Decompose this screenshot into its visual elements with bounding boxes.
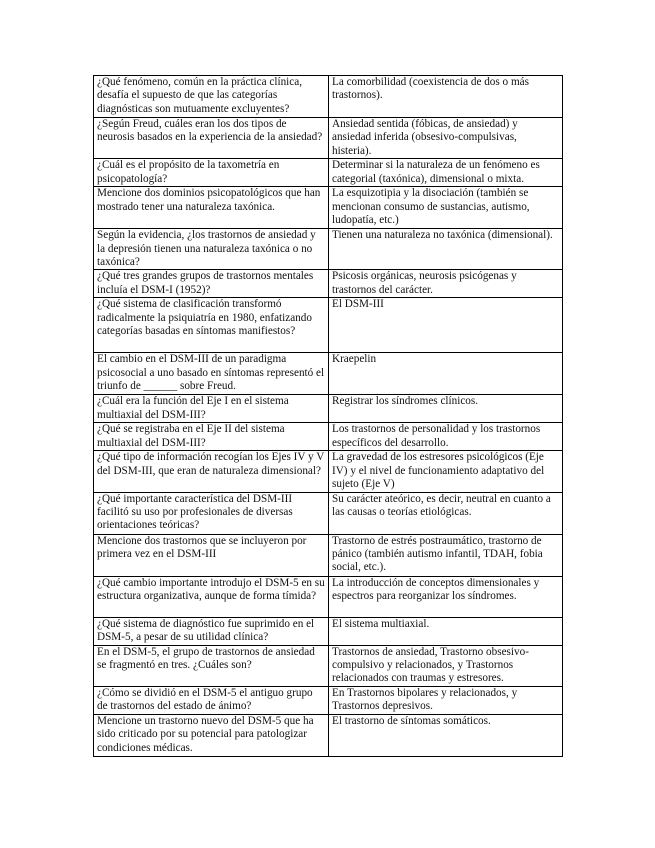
answer-cell: Los trastornos de personalidad y los trastornos específicos del desarrollo. (329, 423, 563, 451)
table-row (94, 187, 563, 229)
question-cell: Mencione dos dominios psicopatológicos que han mostrado tener una naturaleza taxónica. (94, 187, 329, 229)
question-cell: Según la evidencia, ¿los trastornos de ansiedad y la depresión tienen una naturaleza taxónica o no taxónica? (94, 229, 329, 270)
table-row (94, 534, 563, 576)
answer-cell: Registrar los síndromes clínicos. (329, 395, 563, 423)
table-row (94, 159, 563, 187)
question-cell: ¿Qué cambio importante introdujo el DSM-5 en su estructura organizativa, aunque de forma tímida? (94, 576, 329, 617)
question-cell: ¿Según Freud, cuáles eran los dos tipos de neurosis basados en la experiencia de la ansiedad? (94, 118, 329, 159)
table-row (94, 714, 563, 756)
table-row (94, 423, 563, 451)
table-row (94, 617, 563, 645)
question-cell: ¿Cuál era la función del Eje I en el sistema multiaxial del DSM-III? (94, 395, 329, 423)
answer-cell: Ansiedad sentida (fóbicas, de ansiedad) y ansiedad inferida (obsesivo-compulsivas, histeria). (329, 118, 563, 159)
answer-cell: En Trastornos bipolares y relacionados, y Trastornos depresivos. (329, 686, 563, 714)
question-cell: ¿Qué tipo de información recogían los Ejes IV y V del DSM-III, que eran de naturaleza dimensional? (94, 451, 329, 492)
question-cell: ¿Cuál es el propósito de la taxometría en psicopatología? (94, 159, 329, 187)
answer-cell: El DSM-III (329, 298, 563, 353)
answer-cell: La esquizotipia y la disociación (también se mencionan consumo de sustancias, autismo, ludopatía, etc.) (329, 187, 563, 229)
table-row (94, 353, 563, 395)
table-row (94, 270, 563, 298)
answer-cell: La introducción de conceptos dimensionales y espectros para reorganizar los síndromes. (329, 576, 563, 617)
question-cell: ¿Qué se registraba en el Eje II del sistema multiaxial del DSM-III? (94, 423, 329, 451)
answer-cell: La comorbilidad (coexistencia de dos o más trastornos). (329, 76, 563, 118)
answer-cell: Kraepelin (329, 353, 563, 395)
question-cell: ¿Cómo se dividió en el DSM-5 el antiguo grupo de trastornos del estado de ánimo? (94, 686, 329, 714)
table-row (94, 686, 563, 714)
question-cell: ¿Qué fenómeno, común en la práctica clínica, desafía el supuesto de que las categorías diagnósticas son mutuamente excluyentes? (94, 76, 329, 118)
question-cell: En el DSM-5, el grupo de trastornos de ansiedad se fragmentó en tres. ¿Cuáles son? (94, 645, 329, 686)
answer-cell: Tienen una naturaleza no taxónica (dimensional). (329, 229, 563, 270)
question-cell: ¿Qué tres grandes grupos de trastornos mentales incluía el DSM-I (1952)? (94, 270, 329, 298)
answer-cell: Trastorno de estrés postraumático, trastorno de pánico (también autismo infantil, TDAH, fobia social, etc.). (329, 534, 563, 576)
answer-cell: Psicosis orgánicas, neurosis psicógenas y trastornos del carácter. (329, 270, 563, 298)
question-cell: El cambio en el DSM-III de un paradigma psicosocial a uno basado en síntomas representó el triunfo de ______ sobre Freud. (94, 353, 329, 395)
qa-table-body (94, 76, 563, 757)
table-row (94, 395, 563, 423)
qa-table (93, 75, 563, 757)
answer-cell: Trastornos de ansiedad, Trastorno obsesivo-compulsivo y relacionados, y Trastornos relacionados con traumas y estresores. (329, 645, 563, 686)
table-row (94, 298, 563, 353)
table-row (94, 76, 563, 118)
answer-cell: El trastorno de síntomas somáticos. (329, 714, 563, 756)
question-cell: ¿Qué importante característica del DSM-III facilitó su uso por profesionales de diversas orientaciones teóricas? (94, 492, 329, 534)
table-row (94, 229, 563, 270)
question-cell: Mencione dos trastornos que se incluyeron por primera vez en el DSM-III (94, 534, 329, 576)
answer-cell: El sistema multiaxial. (329, 617, 563, 645)
answer-cell: Determinar si la naturaleza de un fenómeno es categorial (taxónica), dimensional o mixta. (329, 159, 563, 187)
question-cell: ¿Qué sistema de diagnóstico fue suprimido en el DSM-5, a pesar de su utilidad clínica? (94, 617, 329, 645)
question-cell: Mencione un trastorno nuevo del DSM-5 que ha sido criticado por su potencial para patologizar condiciones médicas. (94, 714, 329, 756)
table-row (94, 492, 563, 534)
table-row (94, 118, 563, 159)
table-row (94, 645, 563, 686)
answer-cell: Su carácter ateórico, es decir, neutral en cuanto a las causas o teorías etiológicas. (329, 492, 563, 534)
table-row (94, 576, 563, 617)
table-row (94, 451, 563, 492)
answer-cell: La gravedad de los estresores psicológicos (Eje IV) y el nivel de funcionamiento adaptativo del sujeto (Eje V) (329, 451, 563, 492)
question-cell: ¿Qué sistema de clasificación transformó radicalmente la psiquiatría en 1980, enfatizando categorías basadas en síntomas manifiestos? (94, 298, 329, 353)
